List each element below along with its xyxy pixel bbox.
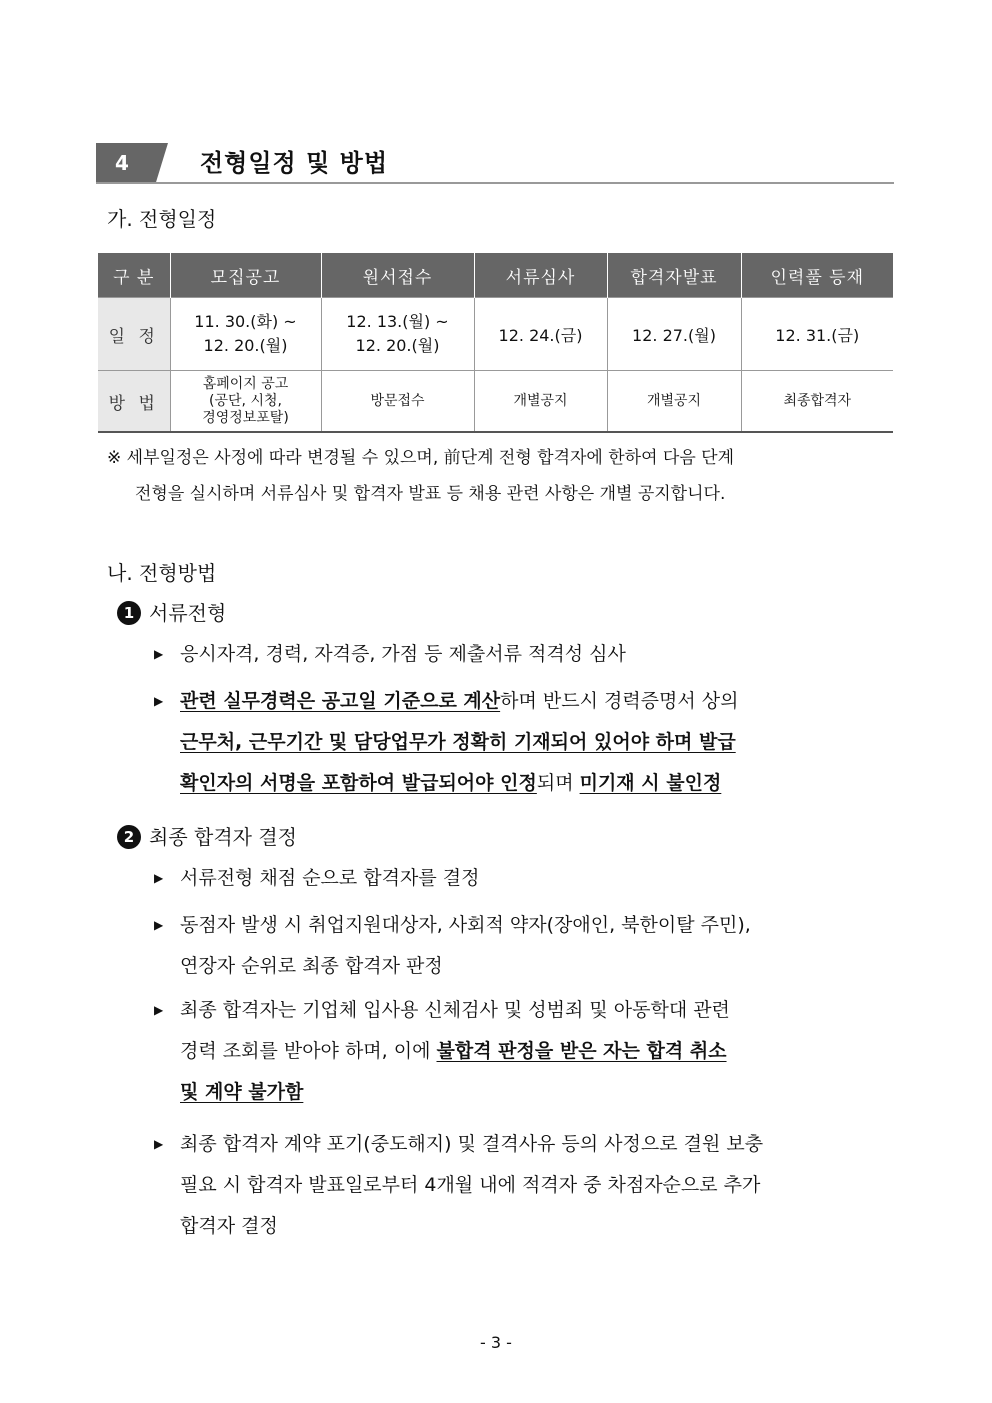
cell-line: 12. 13.(월) ~ (346, 312, 449, 331)
note-line: ※ 세부일정은 사정에 따라 변경될 수 있으며, 前단계 전형 합격자에 한하여 다음 단계 (107, 448, 734, 468)
page-number: - 3 - (480, 1333, 512, 1352)
cell-line: 11. 30.(화) ~ (194, 312, 297, 331)
triangle-bullet-icon: ▶ (154, 1137, 164, 1151)
list-item (154, 634, 899, 675)
schedule-table (98, 253, 893, 433)
section-underline (96, 182, 894, 184)
item-line: 최종 합격자 계약 포기(중도해지) 및 결격사유 등의 사정으로 결원 보충 (180, 1133, 764, 1155)
row-label: 일 정 (98, 298, 170, 371)
list-item (154, 990, 899, 1113)
step-2-title (117, 821, 297, 850)
underlined-text: 불합격 판정을 받은 자는 합격 취소 (436, 1040, 727, 1062)
underlined-text: 관련 실무경력은 공고일 기준으로 계산 (180, 690, 501, 712)
step-title-text: 서류전형 (149, 601, 227, 625)
triangle-bullet-icon: ▶ (154, 694, 164, 708)
item-text: 서류전형 채점 순으로 합격자를 결정 (180, 867, 480, 889)
table-row-schedule (98, 298, 893, 371)
header-application: 원서접수 (321, 253, 474, 298)
underlined-text: 미기재 시 불인정 (579, 772, 722, 794)
triangle-bullet-icon: ▶ (154, 871, 164, 885)
header-talent-pool: 인력풀 등재 (741, 253, 893, 298)
cell-line: 홈페이지 공고 (202, 375, 289, 392)
header-announcement: 모집공고 (170, 253, 321, 298)
underlined-text: 근무처, 근무기간 및 담당업무가 정확히 기재되어 있어야 하며 발급 (180, 731, 736, 753)
item-text (180, 905, 899, 987)
plain-text: 되며 (536, 772, 580, 794)
table-cell (170, 298, 321, 371)
table-cell: 12. 27.(월) (607, 298, 741, 371)
table-cell: 최종합격자 (741, 371, 893, 433)
item-line: 합격자 결정 (180, 1215, 278, 1237)
row-label: 방 법 (98, 371, 170, 433)
header-result: 합격자발표 (607, 253, 741, 298)
item-line: 동점자 발생 시 취업지원대상자, 사회적 약자(장애인, 북한이탈 주민), (180, 914, 751, 936)
table-cell: 방문접수 (321, 371, 474, 433)
table-cell: 개별공지 (607, 371, 741, 433)
table-header-row (98, 253, 893, 298)
step-title-text: 최종 합격자 결정 (149, 825, 297, 849)
cell-line: 12. 20.(월) (355, 336, 440, 355)
item-line: 최종 합격자는 기업체 입사용 신체검사 및 성범죄 및 아동학대 관련 (180, 999, 730, 1021)
subheading-method: 나. 전형방법 (107, 561, 217, 585)
list-item (154, 681, 899, 804)
item-text (180, 681, 899, 804)
number-2-icon: 2 (117, 825, 141, 849)
list-item (154, 905, 899, 987)
table-cell: 12. 31.(금) (741, 298, 893, 371)
header-category: 구 분 (98, 253, 170, 298)
section-number: 4 (115, 151, 129, 175)
plain-text: 경력 조회를 받아야 하며, 이에 (180, 1040, 437, 1062)
triangle-bullet-icon: ▶ (154, 1003, 164, 1017)
item-text (180, 1124, 899, 1247)
table-cell: 개별공지 (474, 371, 607, 433)
list-item (154, 858, 899, 899)
triangle-bullet-icon: ▶ (154, 647, 164, 661)
schedule-note (107, 440, 897, 512)
item-text (180, 990, 899, 1113)
item-line: 연장자 순위로 최종 합격자 판정 (180, 955, 443, 977)
triangle-bullet-icon: ▶ (154, 918, 164, 932)
table-cell (321, 298, 474, 371)
list-item (154, 1124, 899, 1247)
table-row-method (98, 371, 893, 433)
cell-line: 12. 20.(월) (203, 336, 288, 355)
header-document-review: 서류심사 (474, 253, 607, 298)
plain-text: 하며 반드시 경력증명서 상의 (500, 690, 739, 712)
table-cell (170, 371, 321, 433)
table-cell: 12. 24.(금) (474, 298, 607, 371)
item-line: 필요 시 합격자 발표일로부터 4개월 내에 적격자 중 차점자순으로 추가 (180, 1174, 761, 1196)
step-1-title (117, 597, 226, 626)
note-line: 전형을 실시하며 서류심사 및 합격자 발표 등 채용 관련 사항은 개별 공지합니다. (135, 484, 726, 504)
underlined-text: 및 계약 불가함 (180, 1081, 304, 1103)
subheading-schedule: 가. 전형일정 (107, 207, 217, 231)
cell-line: 경영정보포탈) (202, 409, 289, 426)
number-1-icon: 1 (117, 601, 141, 625)
section-title: 전형일정 및 방법 (200, 149, 388, 177)
cell-line: (공단, 시청, (209, 392, 282, 409)
section-header (96, 143, 894, 183)
item-text: 응시자격, 경력, 자격증, 가점 등 제출서류 적격성 심사 (180, 643, 626, 665)
underlined-text: 확인자의 서명을 포함하여 발급되어야 인정 (180, 772, 537, 794)
